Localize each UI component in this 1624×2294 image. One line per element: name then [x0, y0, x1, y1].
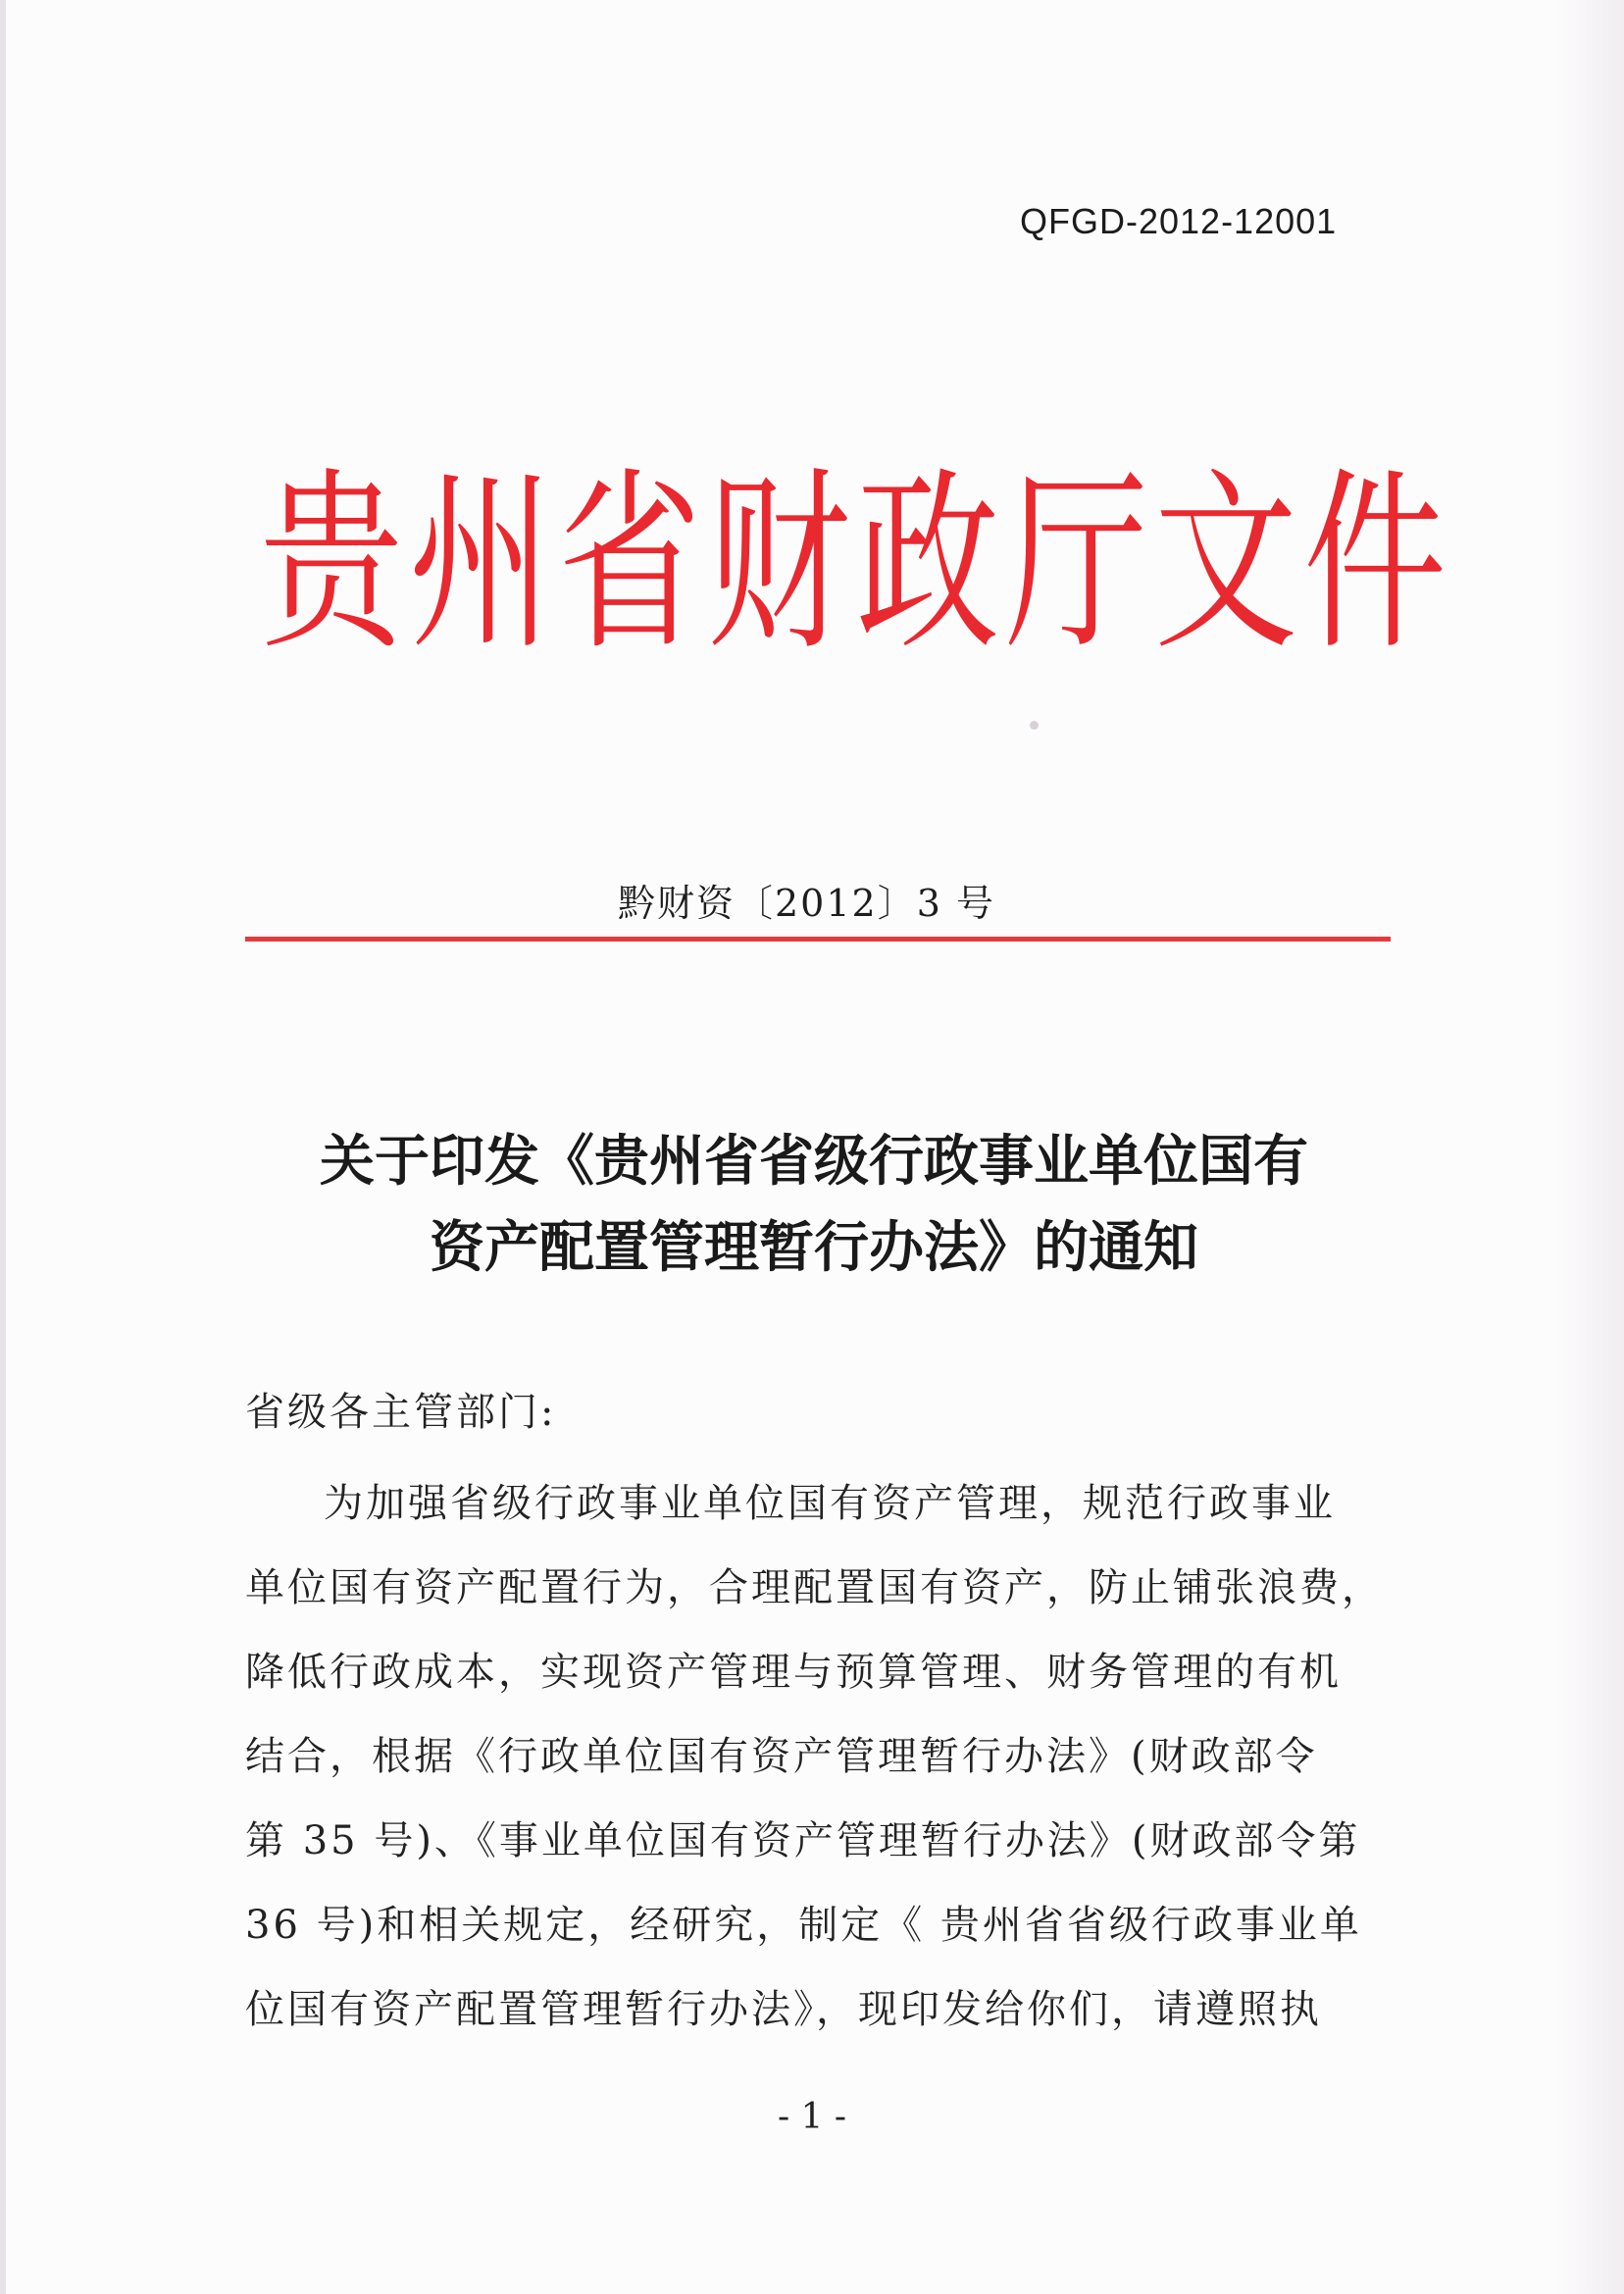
issue-number: 黔财资〔2012〕3 号 [618, 882, 995, 925]
red-separator-line [245, 937, 1391, 942]
document-code: QFGD-2012-12001 [1020, 201, 1338, 241]
body-line-4: 结合，根据《行政单位国有资产管理暂行办法》(财政部令 [245, 1734, 1318, 1779]
body-paragraph [245, 1461, 1384, 2052]
page-number: - 1 - [777, 2097, 847, 2137]
salutation: 省级各主管部门: [245, 1390, 557, 1435]
body-line-3: 降低行政成本，实现资产管理与预算管理、财务管理的有机 [245, 1650, 1342, 1695]
body-line-7: 位国有资产配置管理暂行办法》，现印发给你们，请遵照执 [245, 1987, 1322, 2032]
title-line-2: 资产配置管理暂行办法》的通知 [430, 1215, 1198, 1280]
scan-speck [1030, 721, 1039, 730]
body-line-2: 单位国有资产配置行为，合理配置国有资产，防止铺张浪费， [245, 1565, 1384, 1610]
body-line-6: 36 号)和相关规定，经研究，制定《 贵州省省级行政事业单 [245, 1903, 1362, 1948]
scan-edge [0, 0, 6, 2294]
body-line-5: 第 35 号)、《事业单位国有资产管理暂行办法》(财政部令第 [245, 1818, 1361, 1863]
masthead-title: 贵州省财政厅文件 [260, 451, 1452, 677]
document-title [196, 1118, 1432, 1291]
body-line-1: 为加强省级行政事业单位国有资产管理，规范行政事业 [324, 1481, 1336, 1526]
scan-shading [1555, 0, 1624, 2294]
title-line-1: 关于印发《贵州省省级行政事业单位国有 [320, 1129, 1308, 1194]
